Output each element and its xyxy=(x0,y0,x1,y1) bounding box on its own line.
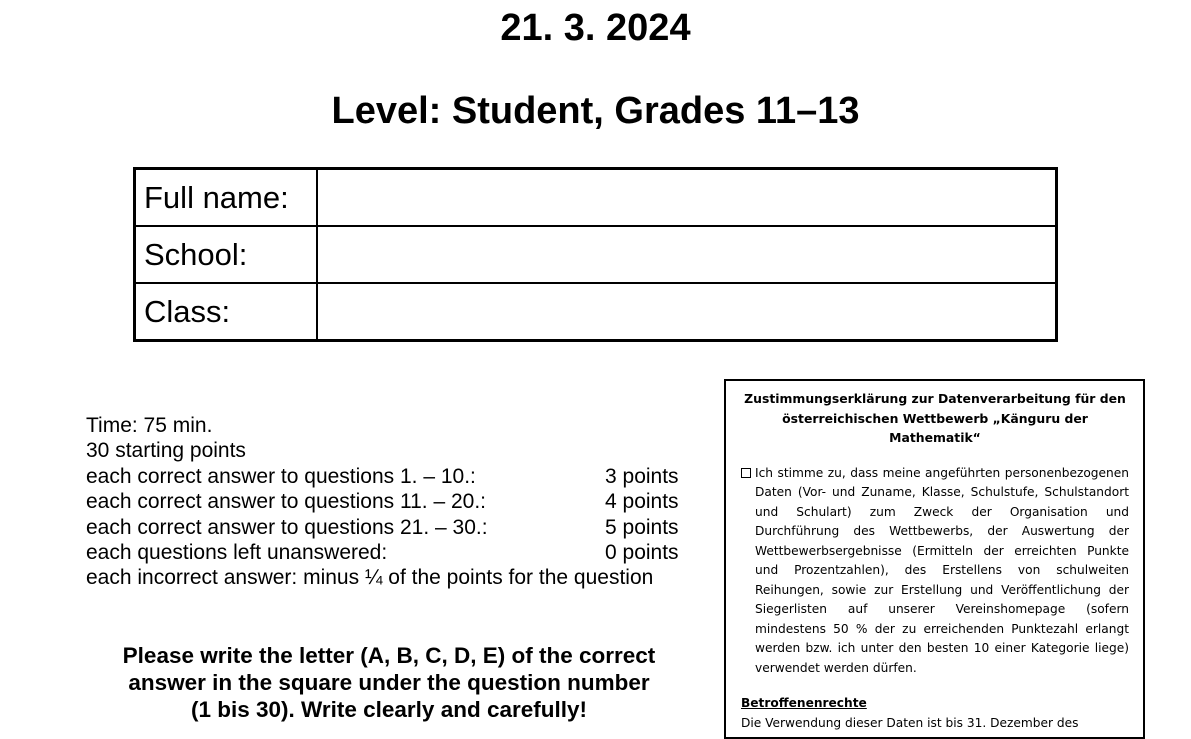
data-consent-box xyxy=(724,379,1145,739)
consent-checkbox[interactable] xyxy=(741,468,751,478)
consent-statement-item xyxy=(741,464,1129,679)
class-field[interactable] xyxy=(317,283,1057,341)
scoring-row-points: 0 points xyxy=(605,541,679,565)
scoring-row-text: each questions left unanswered: xyxy=(86,541,388,565)
school-field[interactable] xyxy=(317,226,1057,283)
scoring-row-points: 3 points xyxy=(605,464,679,488)
form-row-class xyxy=(135,283,1057,341)
consent-statement: Ich stimme zu, dass meine angeführten personenbezogenen Daten (Vor- und Zuname, Klasse, Schulstufe, Schulstandort und Schulart) zum Zweck der Organisation und Durchführung des Wettbewerbs, der Auswertung der Wettbewerbsergebnisse (Ermitteln der erreichten Punkte und Prozentzahlen), des Erstellens von schulweiten Reihungen, sowie zur Erstellung und Veröffentlichung der Siegerlisten auf unserer Vereinshomepage (sofern mindestens 50 % der zu erreichenden Punktezahl erlangt werden bzw. ich unter den besten 10 einer Kategorie liege) verwendet werden dürfen. xyxy=(755,465,1129,675)
full-name-field[interactable] xyxy=(317,169,1057,227)
scoring-row-text: each correct answer to questions 1. – 10.: xyxy=(86,464,476,488)
time-limit: Time: 75 min. xyxy=(86,414,213,437)
form-row-school xyxy=(135,226,1057,283)
instructions-line: answer in the square under the question number xyxy=(128,670,650,695)
exam-level-title: Level: Student, Grades 11–13 xyxy=(331,90,860,132)
scoring-rules xyxy=(86,413,686,591)
instructions-line: Please write the letter (A, B, C, D, E) of the correct xyxy=(122,643,656,668)
starting-points: 30 starting points xyxy=(86,439,246,463)
exam-date: 21. 3. 2024 xyxy=(500,7,691,49)
answer-instructions xyxy=(86,642,692,723)
full-name-label: Full name: xyxy=(135,169,318,227)
rights-heading: Betroffenenrechte xyxy=(741,696,867,710)
consent-title-line: Zustimmungserklärung zur Datenverarbeitung für den xyxy=(744,391,1126,406)
instructions-line: (1 bis 30). Write clearly and carefully! xyxy=(191,697,587,722)
school-label: School: xyxy=(135,226,318,283)
form-row-full-name xyxy=(135,169,1057,227)
incorrect-answer-rule: each incorrect answer: minus ¼ of the points for the question xyxy=(86,566,654,590)
scoring-row-points: 4 points xyxy=(605,490,679,514)
scoring-row xyxy=(86,540,686,565)
student-info-form xyxy=(133,167,1058,342)
scoring-row xyxy=(86,515,686,540)
scoring-row-text: each correct answer to questions 21. – 30.: xyxy=(86,515,488,539)
class-label: Class: xyxy=(135,283,318,341)
scoring-row-text: each correct answer to questions 11. – 20.: xyxy=(86,490,487,514)
scoring-row-points: 5 points xyxy=(605,515,679,539)
rights-text: Die Verwendung dieser Daten ist bis 31. Dezember des xyxy=(741,715,1079,730)
consent-title xyxy=(741,389,1129,448)
scoring-row xyxy=(86,464,686,489)
scoring-row xyxy=(86,489,686,514)
consent-title-line: österreichischen Wettbewerb „Känguru der Mathematik“ xyxy=(782,410,1088,445)
